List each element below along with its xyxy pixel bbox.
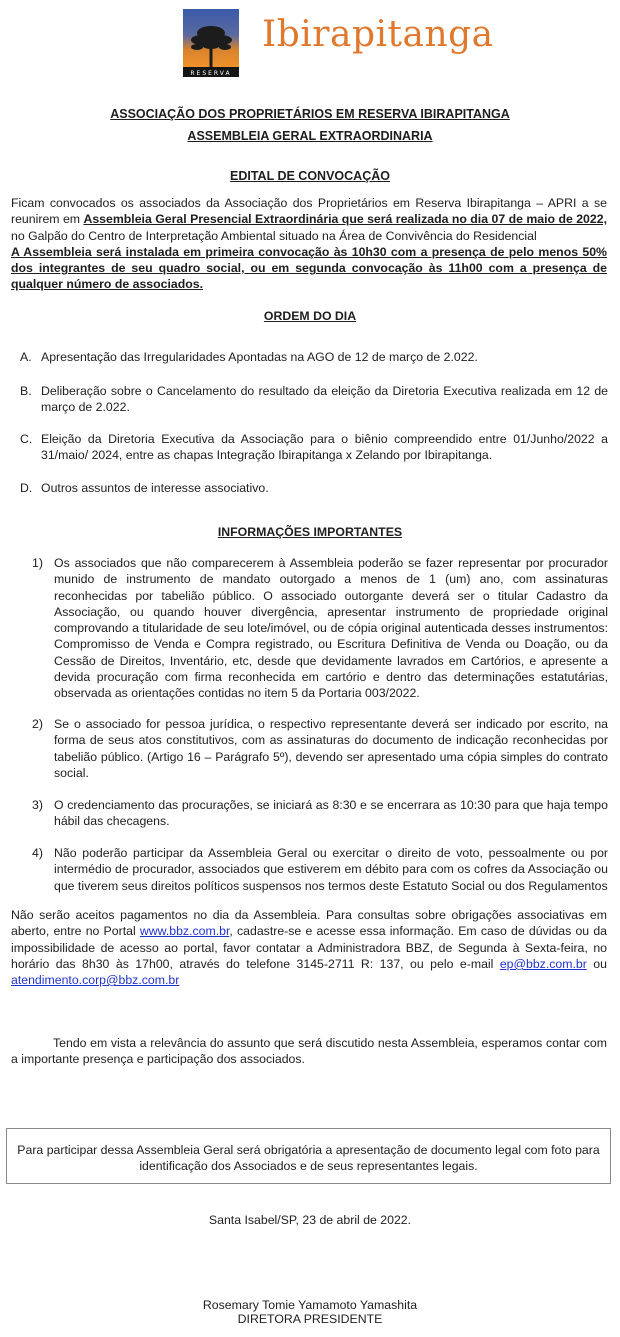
id-requirement-box [6, 1128, 611, 1184]
info-text: O credenciamento das procurações, se iniciará as 8:30 e se encerrara as 10:30 para que haja tempo hábil das checagens. [54, 798, 608, 829]
tree-sunset-logo-icon [183, 9, 239, 77]
notice-title: EDITAL DE CONVOCAÇÃO [230, 169, 390, 183]
info-marker: 2) [32, 717, 43, 731]
payment-text: Não serão aceitos pagamentos no dia da Assembleia. Para consultas sobre obrigações associativas em aberto, entre no Portal [11, 908, 607, 939]
association-title: ASSOCIAÇÃO DOS PROPRIETÁRIOS EM RESERVA IBIRAPITANGA [110, 107, 510, 121]
info-item [32, 555, 608, 702]
intro-paragraph [11, 195, 607, 293]
agenda-item [20, 431, 608, 464]
payment-text-or: ou [586, 956, 607, 971]
agenda-marker: A. [20, 350, 32, 364]
assembly-title: ASSEMBLEIA GERAL EXTRAORDINARIA [187, 129, 433, 143]
brand-name: Ibirapitanga [262, 14, 494, 55]
agenda-text: Apresentação das Irregularidades Apontadas na AGO de 12 de março de 2.022. [41, 350, 478, 364]
logo-badge-text: RESERVA [190, 70, 232, 77]
agenda-text: Eleição da Diretoria Executiva da Associação para o biênio compreendido entre 01/Junho/2022 a 31/maio/ 2024, entre as chapas Integração Ibirapitanga x Zelando por Ibirapitanga. [41, 432, 608, 463]
info-item [32, 845, 608, 894]
closing-paragraph [11, 1035, 607, 1068]
intro-text: Ficam convocados os associados da Associação dos Proprietários em Reserva Ibirapitanga – APRI a se reunirem em [11, 196, 607, 227]
info-title: INFORMAÇÕES IMPORTANTES [217, 525, 403, 539]
info-marker: 1) [32, 556, 43, 570]
agenda-title: ORDEM DO DIA [263, 309, 357, 323]
payment-paragraph [11, 907, 607, 988]
info-marker: 4) [32, 846, 43, 860]
agenda-item [20, 480, 608, 496]
intro-assembly-date: Assembleia Geral Presencial Extraordinária que será realizada no dia 07 de maio de 2022, [83, 212, 607, 227]
agenda-marker: D. [20, 481, 33, 495]
agenda-text: Deliberação sobre o Cancelamento do resultado da eleição da Diretoria Executiva realizada em 12 de março de 2.022. [41, 384, 608, 415]
email-link-ep[interactable]: ep@bbz.com.br [499, 956, 587, 971]
agenda-item [20, 383, 608, 416]
info-text: Não poderão participar da Assembleia Geral ou exercitar o direito de voto, pessoalmente ou por intermédio de procurador, associados que estiverem em débito para com os cofres da Associação ou que tiverem seus direitos políticos suspensos nos termos deste Estatuto Social ou dos Regulamentos [54, 846, 608, 893]
intro-quorum: A Assembleia será instalada em primeira convocação às 10h30 com a presença de pelo menos 50% dos integrantes de seu quadro social, ou em segunda convocação às 11h00 com a presença de qualquer número de associados. [11, 244, 607, 292]
id-requirement-text: Para participar dessa Assembleia Geral será obrigatória a apresentação de documento legal com foto para identificação dos Associados e de seus representantes legais. [17, 1143, 600, 1174]
agenda-marker: B. [20, 384, 32, 398]
agenda-item [20, 349, 608, 365]
portal-link[interactable]: www.bbz.com.br [139, 924, 230, 939]
signer-name: Rosemary Tomie Yamamoto Yamashita [202, 1298, 418, 1312]
payment-text-contact: , cadastre-se e acesse essa informação. Em caso de dúvidas ou da impossibilidade de acesso ao portal, favor contatar a Administradora BBZ, de Segunda à Sexta-feira, no horário das 8h30 às 17h00, através do telefone 3145-2711 R: 137, ou pelo e-mail [11, 924, 608, 971]
agenda-text: Outros assuntos de interesse associativo. [41, 481, 269, 495]
agenda-marker: C. [20, 432, 33, 446]
email-link-atendimento[interactable]: atendimento.corp@bbz.com.br [11, 973, 180, 988]
info-item [32, 797, 608, 830]
info-text: Se o associado for pessoa jurídica, o respectivo representante deverá ser indicado por escrito, na forma de seus atos constitutivos, com as assinaturas do documento de indicação reconhecidas por tabelião público. (Artigo 16 – Parágrafo 5º), devendo ser apresentado uma cópia simples do contrato social. [54, 717, 608, 780]
closing-text: Tendo em vista a relevância do assunto que será discutido nesta Assembleia, esperamos contar com a importante presença e participação dos associados. [11, 1036, 607, 1067]
intro-location: no Galpão do Centro de Interpretação Ambiental situado na Área de Convivência do Residencial [11, 228, 537, 243]
signer-title: DIRETORA PRESIDENTE [237, 1312, 383, 1326]
info-marker: 3) [32, 798, 43, 812]
place-date: Santa Isabel/SP, 23 de abril de 2022. [208, 1213, 412, 1227]
info-item [32, 716, 608, 781]
info-text: Os associados que não comparecerem à Assembleia poderão se fazer representar por procurador munido de instrumento de mandato outorgado a menos de 1 (um) ano, com assinaturas reconhecidas por tabelião público. O associado outorgante deverá ser o titular Cadastro da Associação, ou quando houver divergência, apresentar instrumento de propriedade original comprovando a titularidade de seu lote/imóvel, ou de cópia original autenticada desses instrumentos: Compromisso de Venda e Compra registrado, ou Escritura Definitiva de Venda ou Doação, ou da Cessão de Direitos, Inventário, etc, desde que devidamente lavrados em Cartórios, e apresente a devida procuração com firma reconhecida em cartório e dentro das determinações estatutárias, observada as orientações contidas no item 5 da Portaria 003/2022. [54, 556, 608, 701]
